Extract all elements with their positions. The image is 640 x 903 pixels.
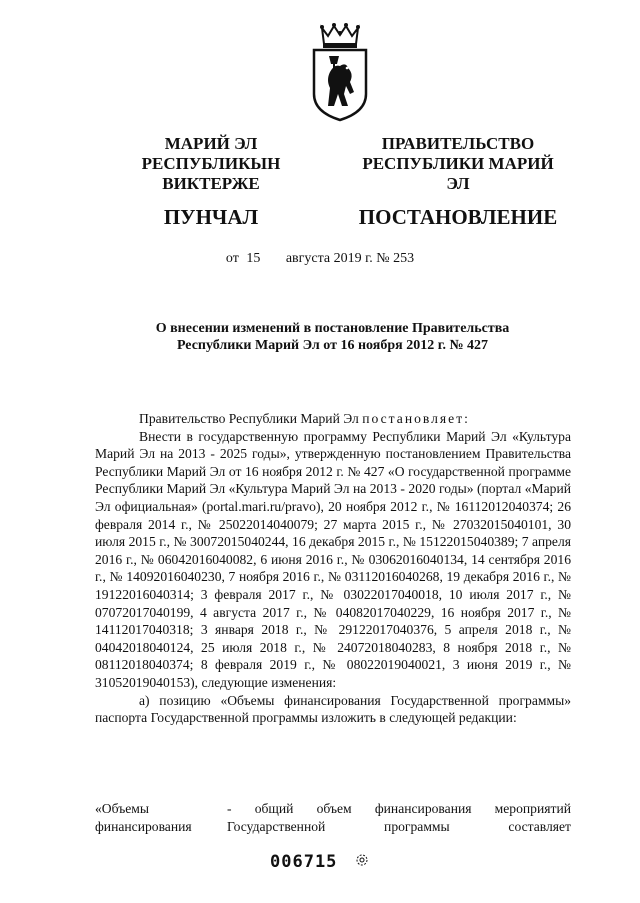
header-right-line1: ПРАВИТЕЛЬСТВО [381, 134, 535, 153]
header-russian [352, 134, 564, 230]
title-line1: О внесении изменений в постановление Правительства [155, 321, 510, 336]
col-b-line1: - общий объем финансирования мероприятий [227, 801, 571, 816]
document-number: 253 [393, 251, 415, 266]
header-right-doc-type: ПОСТАНОВЛЕНИЕ [358, 205, 558, 229]
header-left-line1: МАРИЙ ЭЛ РЕСПУБЛИКЫН [141, 134, 281, 173]
rosette-mark-icon [354, 852, 370, 868]
mari-el-coat-of-arms-icon [300, 22, 380, 122]
col-a-line2: финансирования [95, 818, 192, 834]
col-a-line1: «Объемы [95, 801, 149, 816]
document-title [95, 320, 570, 354]
document-body [95, 410, 571, 727]
intro-paragraph [95, 410, 571, 428]
col-b-line2: Государственной программы составляет [227, 818, 571, 834]
title-line2: Республики Марий Эл от 16 ноября 2012 г. № 427 [176, 338, 489, 353]
intro-spaced: постановляет: [362, 411, 470, 426]
passport-table-row [95, 800, 571, 835]
paragraph-1: Внести в государственную программу Республики Марий Эл «Культура Марий Эл на 2013 - 2025 годы», утвержденную постановлением Правительства Республики Марий Эл от 16 ноября 2012 г. № 427 «О государственной программе Республики Марий Эл «Культура Марий Эл на 2013 - 2020 годы» (портал «Марий Эл официальная» (portal.mari.ru/pravo), 20 ноября 2012 г., № 16112012040374; 26 февраля 2014 г., № 25022014040079; 27 марта 2015 г., № 27032015040101, 30 июля 2015 г., № 30072015040244, 16 декабря 2015 г., № 15122015040389; 7 апреля 2016 г., № 06042016040082, 6 июня 2016 г., № 03062016040134, 14 сентября 2016 г., № 14092016040230, 7 ноября 2016 г., № 03112016040268, 19 декабря 2016 г., № 19122016040314; 3 февраля 2017 г., № 03022017040018, 10 июля 2017 г., № 07072017040199, 4 августа 2017 г., № 04082017040229, 16 ноября 2017 г., № 14112017040318; 3 января 2018 г., № 29122017040376, 5 апреля 2018 г., № 04042018040124, 25 июля 2018 г., № 24072018040283, 8 ноября 2018 г., № 08112018040374; 8 февраля 2019 г., № 08022019040021, 3 июня 2019 г., № 31052019040153), следующие изменения: [95, 428, 571, 690]
header-marij [95, 134, 327, 230]
date-prefix: от [225, 251, 239, 266]
serial-number: 006715 [270, 852, 338, 872]
header-left-doc-type: ПУНЧАЛ [163, 205, 259, 229]
document-date [0, 251, 640, 267]
date-day: 15 [246, 251, 261, 266]
table-col-a [95, 800, 227, 835]
intro-lead: Правительство Республики Марий Эл [139, 411, 363, 426]
date-rest: августа 2019 г. № [285, 251, 390, 266]
header-left-line2: ВИКТЕРЖЕ [162, 174, 260, 193]
table-col-b [227, 800, 571, 835]
header-right-line2: РЕСПУБЛИКИ МАРИЙ ЭЛ [362, 154, 554, 193]
paragraph-2: а) позицию «Объемы финансирования Государственной программы» паспорта Государственной программы изложить в следующей редакции: [95, 692, 571, 726]
